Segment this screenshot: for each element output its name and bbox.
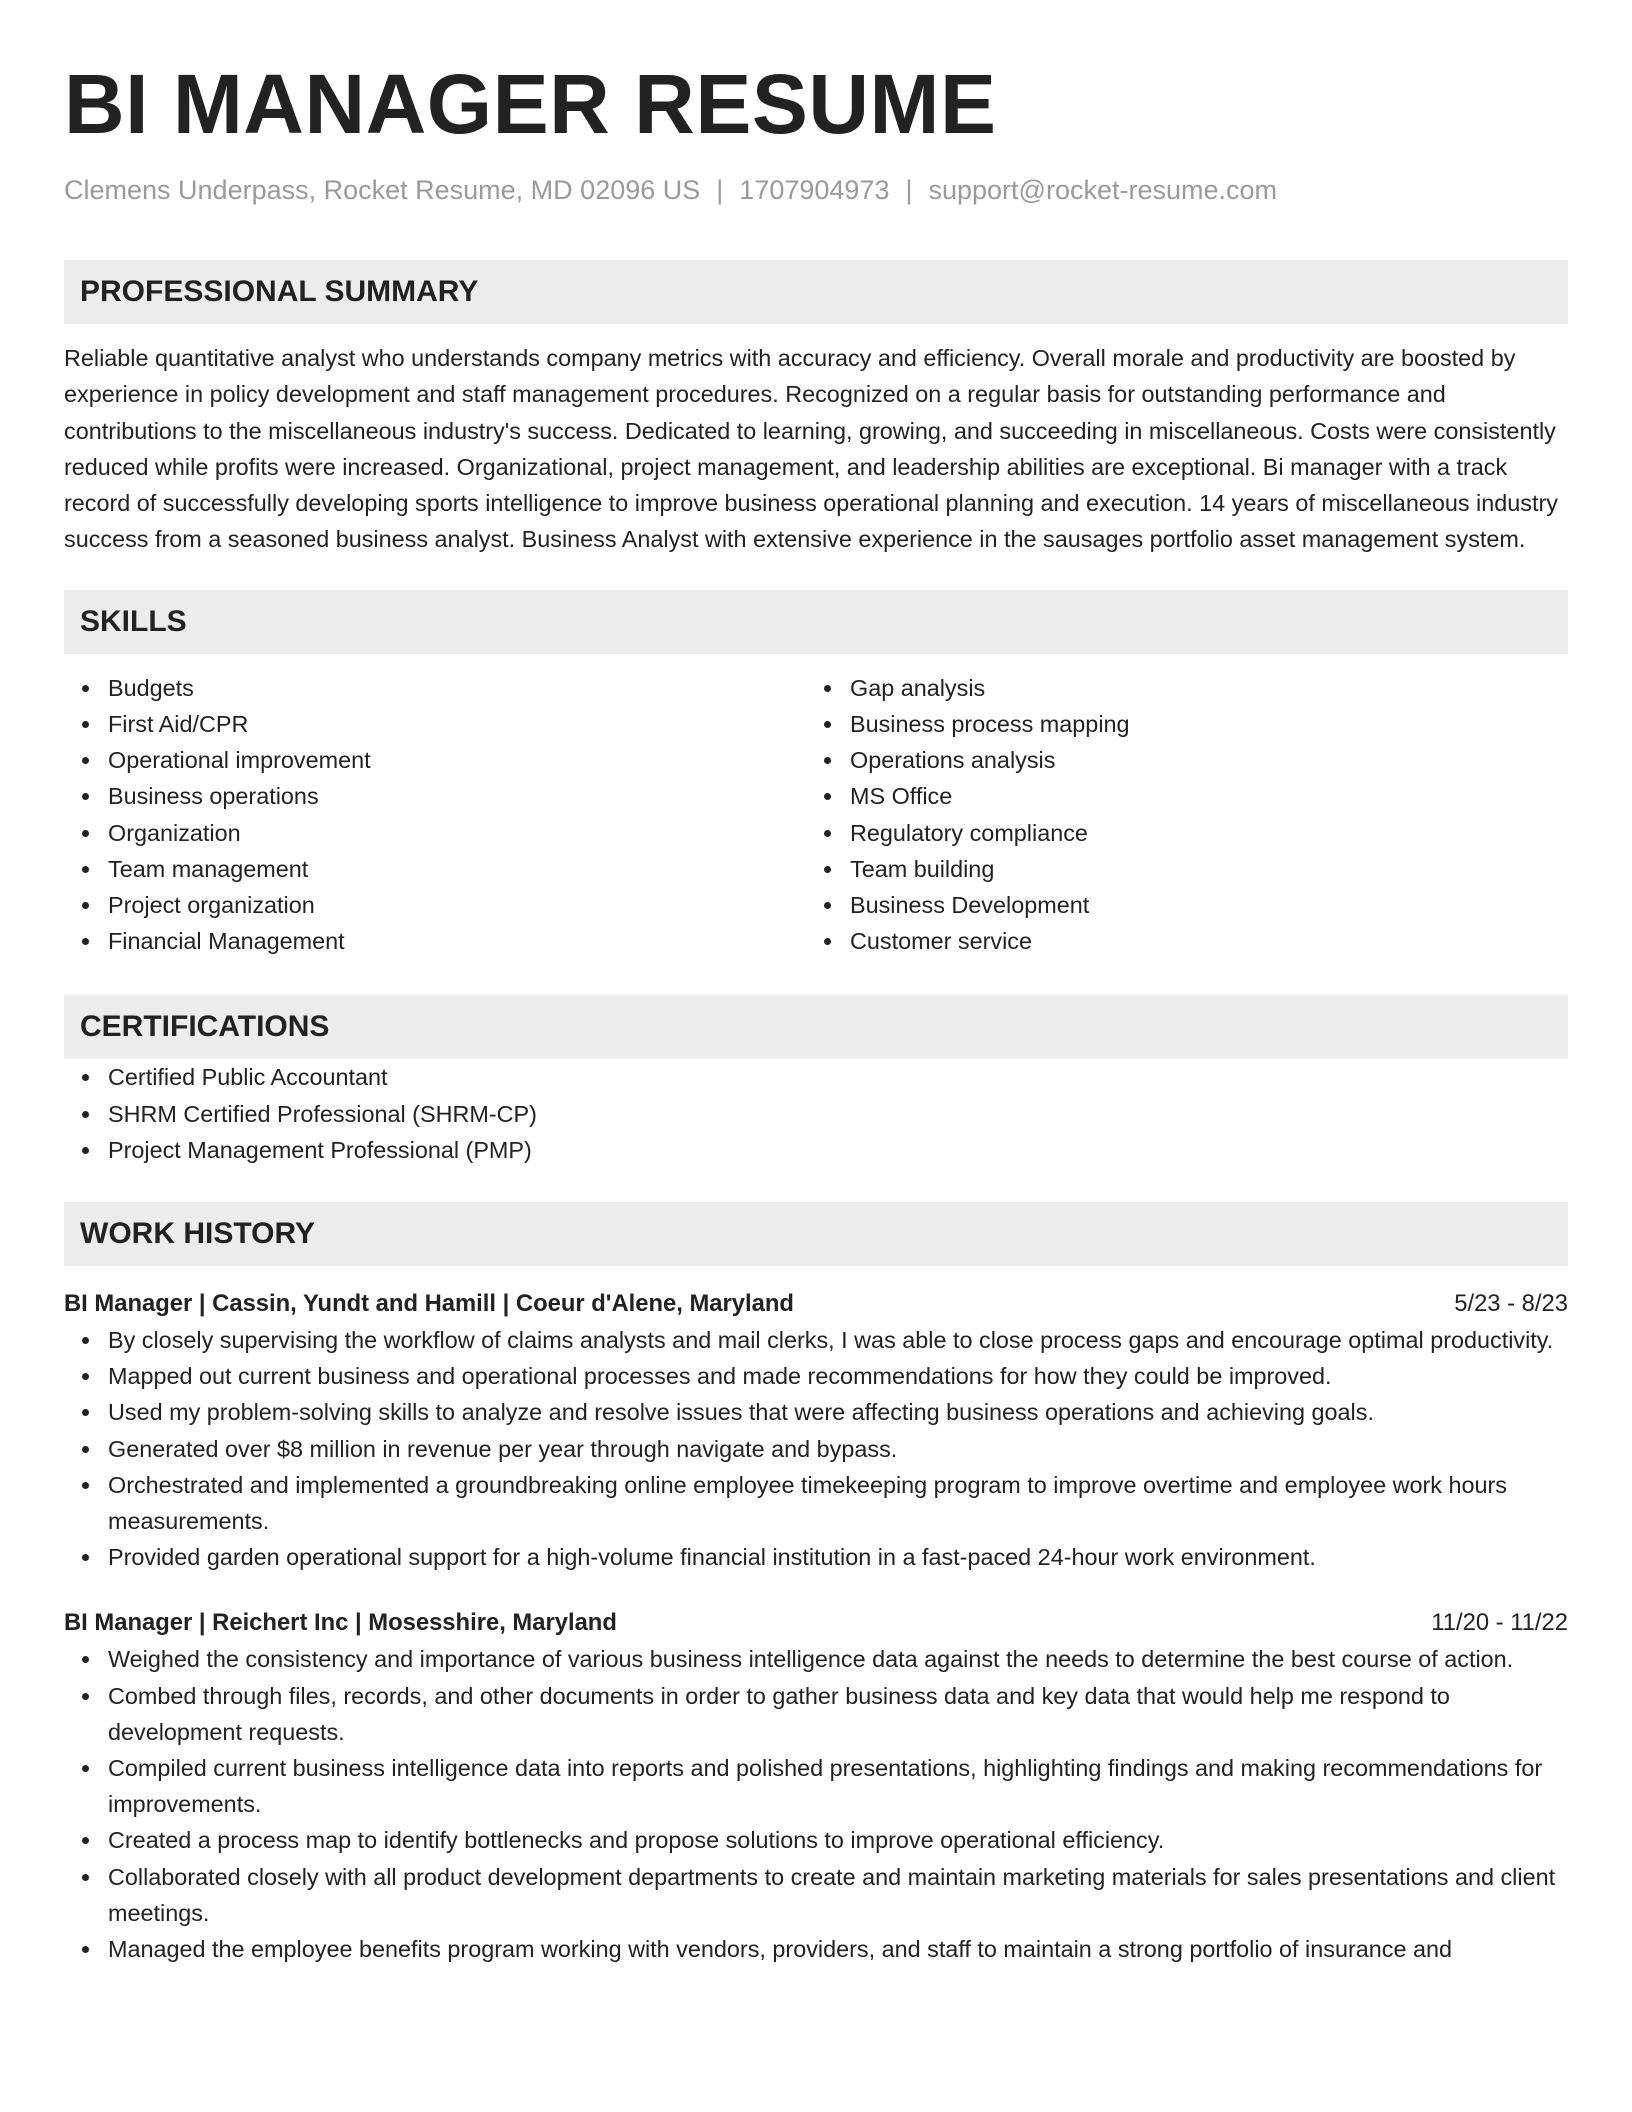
skill-item: Customer service [850,923,1568,959]
skills-column-left [64,670,806,960]
contact-address: Clemens Underpass, Rocket Resume, MD 02096 US [64,175,701,205]
job-bullet: Created a process map to identify bottlenecks and propose solutions to improve operational efficiency. [108,1822,1568,1858]
skill-item: Business process mapping [850,706,1568,742]
skills-grid [64,670,1568,960]
skill-item: Organization [108,815,806,851]
skill-item: Operational improvement [108,742,806,778]
certification-item: SHRM Certified Professional (SHRM-CP) [108,1096,1568,1132]
section-header-professional-summary: PROFESSIONAL SUMMARY [64,260,1568,324]
skill-item: Team management [108,851,806,887]
skill-item: First Aid/CPR [108,706,806,742]
resume-page [64,0,1568,1967]
certifications-list [64,1059,1568,1168]
job-dates: 11/20 - 11/22 [1431,1609,1568,1637]
skill-item: Budgets [108,670,806,706]
contact-separator: | [716,175,724,205]
contact-separator: | [905,175,913,205]
skill-item: Regulatory compliance [850,815,1568,851]
contact-line [64,172,1568,208]
skill-item: Team building [850,851,1568,887]
section-header-work-history: WORK HISTORY [64,1202,1568,1266]
job-header [64,1605,1568,1641]
job-dates: 5/23 - 8/23 [1454,1290,1568,1318]
skill-item: Project organization [108,887,806,923]
job-bullet: By closely supervising the workflow of claims analysts and mail clerks, I was able to close process gaps and encourage optimal productivity. [108,1322,1568,1358]
job-bullet: Compiled current business intelligence data into reports and polished presentations, highlighting findings and making recommendations for improvements. [108,1750,1568,1822]
job-bullet: Weighed the consistency and importance of various business intelligence data against the needs to determine the best course of action. [108,1641,1568,1677]
certification-item: Project Management Professional (PMP) [108,1132,1568,1168]
job-bullet: Managed the employee benefits program working with vendors, providers, and staff to maintain a strong portfolio of insurance and [108,1931,1568,1967]
job-title: BI Manager | Cassin, Yundt and Hamill | Coeur d'Alene, Maryland [64,1290,794,1318]
skills-list-right [806,670,1568,960]
job-title: BI Manager | Reichert Inc | Mosesshire, Maryland [64,1609,617,1637]
job-bullet-list [64,1641,1568,1967]
section-header-skills: SKILLS [64,590,1568,654]
job-bullet-list [64,1322,1568,1575]
certification-item: Certified Public Accountant [108,1059,1568,1095]
job-bullet: Combed through files, records, and other documents in order to gather business data and key data that would help me respond to development requests. [108,1678,1568,1750]
skill-item: Financial Management [108,923,806,959]
contact-email: support@rocket-resume.com [928,175,1278,205]
job-bullet: Provided garden operational support for a high-volume financial institution in a fast-paced 24-hour work environment. [108,1539,1568,1575]
job-bullet: Used my problem-solving skills to analyze and resolve issues that were affecting business operations and achieving goals. [108,1394,1568,1430]
skill-item: Operations analysis [850,742,1568,778]
skill-item: Gap analysis [850,670,1568,706]
job-bullet: Collaborated closely with all product development departments to create and maintain marketing materials for sales presentations and client meetings. [108,1859,1568,1931]
job-bullet: Mapped out current business and operational processes and made recommendations for how they could be improved. [108,1358,1568,1394]
resume-title: BI MANAGER RESUME [64,57,997,151]
job-bullet: Orchestrated and implemented a groundbreaking online employee timekeeping program to improve overtime and employee work hours measurements. [108,1467,1568,1539]
job-bullet: Generated over $8 million in revenue per year through navigate and bypass. [108,1431,1568,1467]
skill-item: MS Office [850,778,1568,814]
skills-list-left [64,670,806,960]
section-header-certifications: CERTIFICATIONS [64,995,1568,1059]
skill-item: Business operations [108,778,806,814]
contact-phone: 1707904973 [739,175,890,205]
skill-item: Business Development [850,887,1568,923]
summary-text: Reliable quantitative analyst who understands company metrics with accuracy and efficiency. Overall morale and productivity are boosted by experience in policy development and staff management procedures. Recognized on a regular basis for outstanding performance and contributions to the miscellaneous industry's success. Dedicated to learning, growing, and succeeding in miscellaneous. Costs were consistently reduced while profits were increased. Organizational, project management, and leadership abilities are exceptional. Bi manager with a track record of successfully developing sports intelligence to improve business operational planning and execution. 14 years of miscellaneous industry success from a seasoned business analyst. Business Analyst with extensive experience in the sausages portfolio asset management system. [64,345,1558,553]
skills-column-right [806,670,1568,960]
job-header [64,1286,1568,1322]
